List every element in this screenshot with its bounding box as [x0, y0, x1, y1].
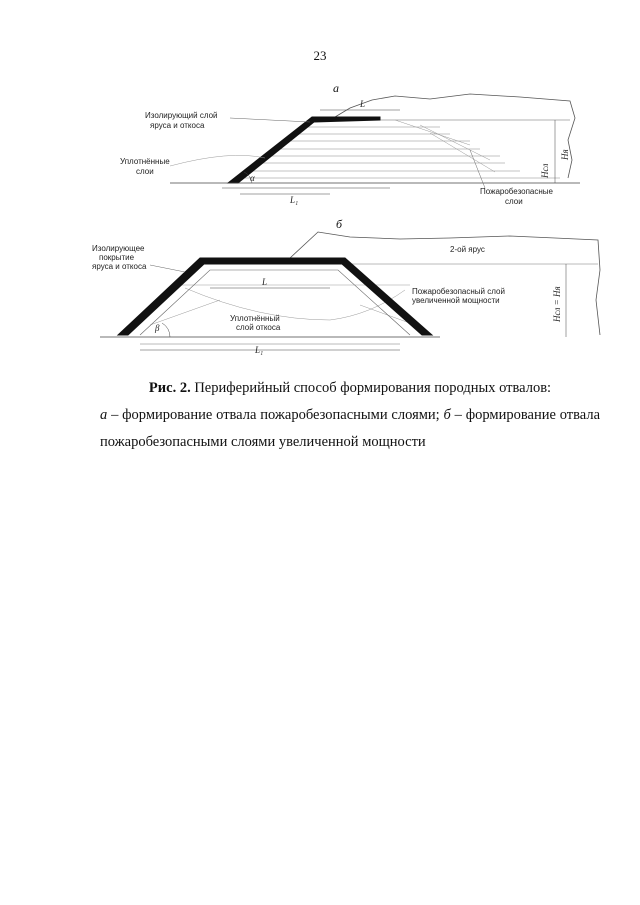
- label-compacted-slope: Уплотнённый: [230, 314, 280, 323]
- label-fire-safe-layer-2: увеличенной мощности: [412, 296, 500, 305]
- figure-b-letter: б: [336, 217, 343, 231]
- figure-a-letter: а: [333, 81, 339, 95]
- label-compacted-layers: Уплотнённые: [120, 157, 170, 166]
- label-insulating-cover-2: покрытие: [99, 253, 135, 262]
- label-compacted-slope-2: слой откоса: [236, 323, 281, 332]
- figure-a: [120, 81, 580, 206]
- caption-a-text: – формирование отвала пожаробезопасными слоями;: [111, 407, 440, 423]
- label-L1-b: L₁: [255, 345, 264, 355]
- figure-2: [0, 70, 640, 360]
- label-fire-safe-layers-2: слои: [505, 197, 523, 206]
- label-beta-b: β: [155, 323, 160, 333]
- figure-b: [92, 217, 600, 355]
- label-Hsl-eq-b: Hсл = Hя: [552, 286, 562, 322]
- label-second-tier: 2-ой ярус: [450, 245, 485, 254]
- leader-insulating-cover: [150, 265, 185, 272]
- layer-diagonals: [395, 120, 495, 172]
- label-Hsl-a: Hсл: [540, 163, 550, 178]
- existing-dump-outline: [330, 94, 575, 178]
- label-insulating-layer: Изолирующий слой: [145, 111, 218, 120]
- angle-arc-b: [162, 323, 170, 337]
- label-fire-safe-layer: Пожаробезопасный слой: [412, 287, 505, 296]
- caption-a-letter: а: [100, 407, 108, 423]
- fire-safe-layer-lines: [240, 127, 560, 178]
- label-L1-a: L₁: [290, 195, 299, 205]
- caption-b-letter: б: [443, 407, 451, 423]
- page-number: 23: [313, 48, 327, 63]
- caption-b-text: – формирование отвала пожаробезопасными слоями увеличенной мощности: [100, 407, 601, 450]
- caption-title-text: Периферийный способ формирования породных отвалов:: [194, 380, 552, 396]
- leader-insulating-layer: [230, 118, 310, 122]
- label-insulating-cover-3: яруса и откоса: [92, 262, 147, 271]
- caption-title: [100, 375, 600, 402]
- label-L-a: L: [360, 99, 366, 109]
- label-compacted-layers-2: слои: [136, 167, 154, 176]
- label-alpha-a: α: [250, 173, 255, 183]
- figure-caption: [100, 375, 600, 456]
- label-L-b: L: [262, 277, 268, 287]
- label-fire-safe-layers: Пожаробезопасные: [480, 187, 553, 196]
- leader-compacted: [170, 155, 265, 166]
- label-insulating-layer-2: яруса и откоса: [150, 121, 205, 130]
- caption-label: Рис. 2.: [148, 380, 191, 396]
- label-insulating-cover: Изолирующее: [92, 244, 145, 253]
- label-Hya-a: Hя: [560, 149, 570, 160]
